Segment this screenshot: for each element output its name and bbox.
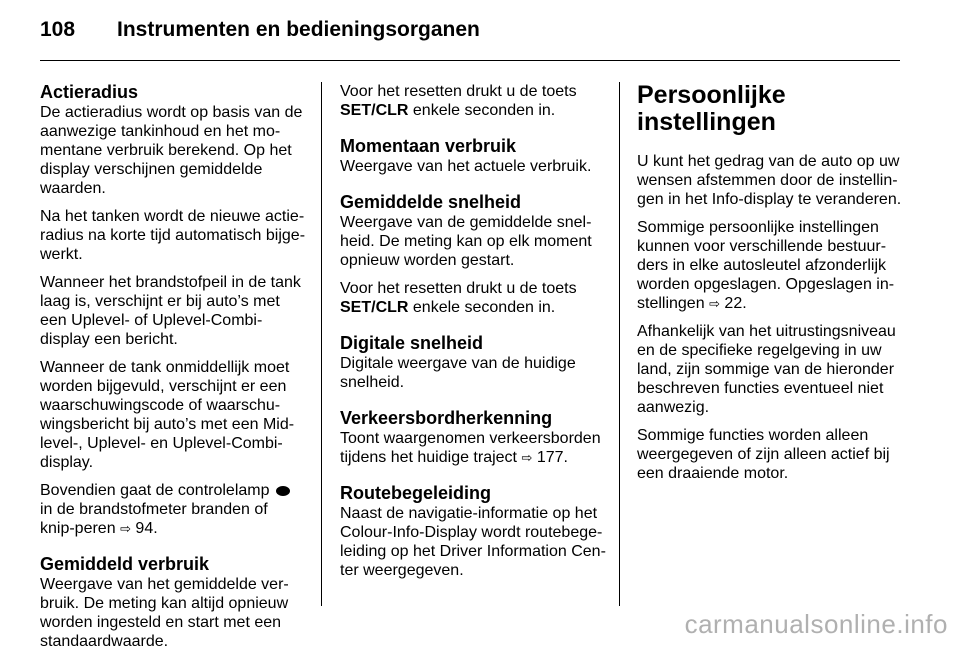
text: in de brandstofmeter branden of knip-peren: [40, 501, 268, 537]
heading-routebegeleiding: Routebegeleiding: [340, 483, 492, 503]
text: Toont waargenomen verkeersborden tijdens het huidige traject: [340, 430, 601, 466]
paragraph: [340, 429, 606, 467]
text: Voor het resetten drukt u de toets: [340, 280, 577, 297]
paragraph: Digitale weergave van de huidige snelheid.: [340, 355, 576, 391]
fuel-lamp-icon: [276, 486, 290, 496]
chapter-title: Instrumenten en bedieningsorganen: [117, 18, 480, 41]
page-number: 108: [40, 18, 76, 41]
page-reference[interactable]: 94.: [135, 520, 158, 537]
paragraph: Wanneer de tank onmiddellijk moet worden bijgevuld, verschijnt er een waarschuwingscode of waarschu-wingsbericht bij auto’s met een Mid-level-, Uplevel- en Uplevel-Combi-display.: [40, 359, 295, 471]
text: Voor het resetten drukt u de toets: [340, 83, 577, 100]
heading-actieradius: Actieradius: [40, 82, 139, 102]
heading-gemiddelde-snelheid: Gemiddelde snelheid: [340, 192, 522, 212]
heading-gemiddeld-verbruik: Gemiddeld verbruik: [40, 554, 210, 574]
paragraph: [340, 279, 606, 317]
column-2: [340, 82, 606, 589]
column-divider: [619, 82, 620, 606]
column-divider: [321, 82, 322, 606]
page-reference-arrow-icon[interactable]: ⇨: [709, 296, 720, 311]
header-rule: [40, 60, 900, 61]
heading-persoonlijke-instellingen: Persoonlijke instellingen: [637, 81, 786, 136]
paragraph: Na het tanken wordt de nieuwe actie-radius na korte tijd automatisch bijge-werkt.: [40, 208, 306, 263]
paragraph: [340, 82, 606, 120]
paragraph: Afhankelijk van het uitrustingsniveau en de specifieke regelgeving in uw land, zijn sommige van de hieronder beschreven functies eventueel niet aanwezig.: [637, 323, 896, 416]
heading-verkeersbordherkenning: Verkeersbordherkenning: [340, 408, 553, 428]
paragraph: Weergave van het actuele verbruik.: [340, 158, 592, 175]
paragraph: [637, 218, 903, 313]
text: Bovendien gaat de controlelamp: [40, 482, 270, 499]
paragraph: U kunt het gedrag van de auto op uw wensen afstemmen door de instellin-gen in het Info-display te veranderen.: [637, 153, 902, 208]
page-reference[interactable]: 177.: [536, 449, 568, 466]
paragraph: Weergave van de gemiddelde snel-heid. De meting kan op elk moment opnieuw worden gestart.: [340, 214, 592, 269]
heading-momentaan-verbruik: Momentaan verbruik: [340, 136, 517, 156]
page-reference-arrow-icon[interactable]: ⇨: [521, 450, 533, 465]
paragraph: De actieradius wordt op basis van de aanwezige tankinhoud en het mo-mentane verbruik berekend. Op het display verschijnen gemiddelde waarden.: [40, 104, 303, 197]
paragraph: [40, 481, 306, 538]
page-reference[interactable]: 22.: [724, 295, 747, 312]
key-label: SET/CLR: [340, 102, 409, 119]
column-3: [637, 82, 903, 492]
text: enkele seconden in.: [412, 299, 556, 316]
paragraph: Wanneer het brandstofpeil in de tank laag is, verschijnt er bij auto’s met een Uplevel- of Uplevel-Combi-display een bericht.: [40, 274, 301, 348]
key-label: SET/CLR: [340, 299, 409, 316]
text: Sommige persoonlijke instellingen kunnen voor verschillende bestuur-ders in elke autosleutel afzonderlijk worden opgeslagen. Opgeslagen in-stellingen: [637, 219, 895, 312]
paragraph: Weergave van het gemiddelde ver-bruik. De meting kan altijd opnieuw worden ingesteld en start met een standaardwaarde.: [40, 576, 289, 650]
column-1: [40, 82, 306, 660]
paragraph: Naast de navigatie-informatie op het Colour-Info-Display wordt routebege-leiding op het Driver Information Cen-ter weergegeven.: [340, 505, 606, 579]
text: enkele seconden in.: [412, 102, 556, 119]
page-reference-arrow-icon[interactable]: ⇨: [120, 521, 131, 536]
paragraph: Sommige functies worden alleen weergegeven of zijn alleen actief bij een draaiende motor.: [637, 427, 890, 482]
watermark: carmanualsonline.info: [684, 609, 948, 639]
heading-digitale-snelheid: Digitale snelheid: [340, 333, 484, 353]
